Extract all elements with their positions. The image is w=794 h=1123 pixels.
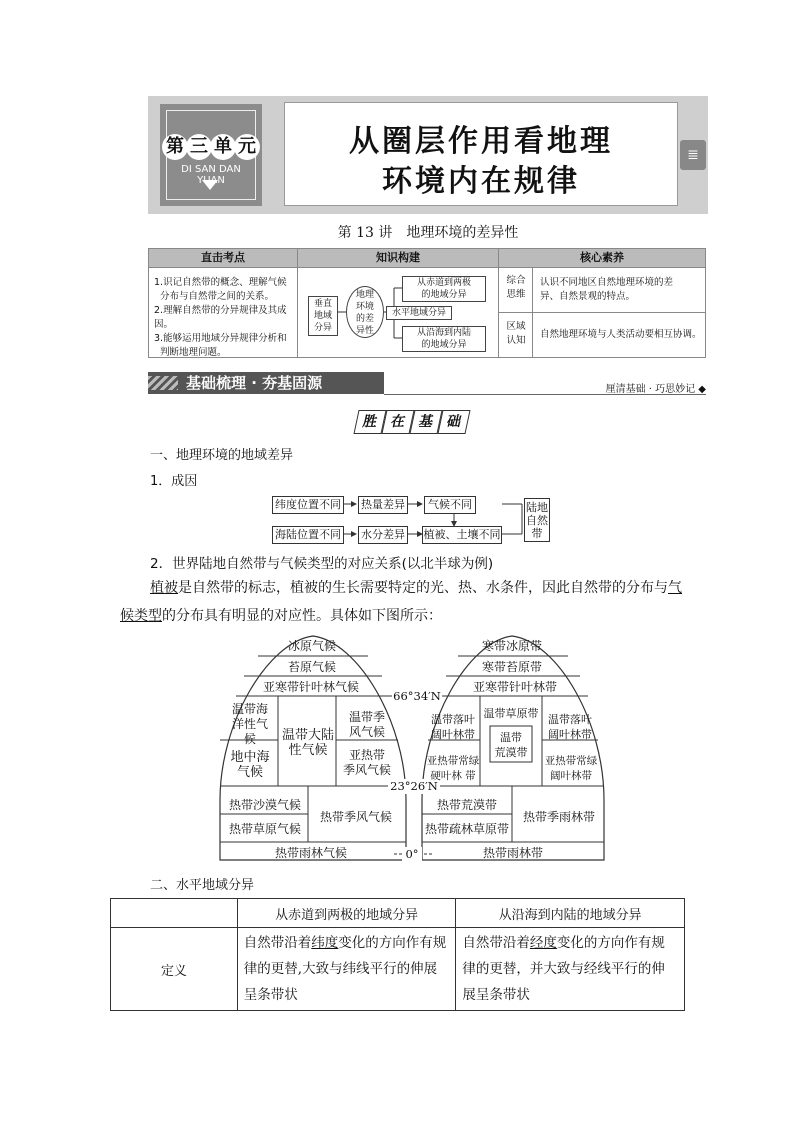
table-header-row bbox=[111, 899, 685, 928]
part1-heading: 一、地理环境的地域差异 bbox=[150, 448, 294, 463]
climate-rainforest: 热带雨林气候 bbox=[274, 846, 347, 860]
flow-water: 水分差异 bbox=[358, 526, 408, 544]
paragraph-text: 是自然带的标志，植被的生长需要特定的光、热、水条件，因此自然带的分布与 bbox=[178, 580, 668, 596]
latitude-equator: 0° bbox=[402, 847, 422, 862]
flow-sea-land: 海陆位置不同 bbox=[272, 526, 344, 544]
knowledge-center-label: 地理 环境 的差 异性 bbox=[355, 290, 374, 336]
exam-points bbox=[154, 276, 296, 360]
part1-sub1: 1．成因 bbox=[150, 474, 198, 489]
exam-point-line: 分布与自然带之间的关系。 bbox=[154, 291, 275, 302]
flow-vegetation: 植被、土壤不同 bbox=[422, 526, 502, 544]
cell-text: 变化的方向作有规律的更替，并大致与经线平行的伸展呈条带状 bbox=[462, 935, 665, 1003]
latitude-tropic: 23°26′N bbox=[388, 779, 440, 794]
flow-result-label: 陆地 自然 带 bbox=[526, 501, 548, 540]
zone-taiga: 亚寒带针叶林带 bbox=[472, 680, 557, 694]
flow-latitude: 纬度位置不同 bbox=[272, 496, 344, 514]
cell-text: 自然带沿着 bbox=[462, 935, 530, 951]
cell-text: 自然带沿着 bbox=[243, 935, 312, 951]
climate-subarctic: 亚寒带针叶林气候 bbox=[262, 680, 359, 694]
flow-heat: 热量差异 bbox=[358, 496, 408, 514]
table-row bbox=[111, 928, 685, 1011]
climate-mediterranean: 地中海 气候 bbox=[230, 750, 270, 780]
zone-subtropical-sclerophyll: 亚热带常绿 硬叶林 带 bbox=[426, 755, 480, 782]
climate-marine: 温带海 洋性气 候 bbox=[231, 702, 268, 746]
lecture-title: 第 13 讲 地理环境的差异性 bbox=[337, 225, 519, 241]
exam-point-line: 1.识记自然带的概念、理解气候 bbox=[154, 277, 287, 288]
table-row-label: 定义 bbox=[111, 928, 238, 1011]
win-char-2: 在 bbox=[381, 410, 414, 434]
latitude-arctic: 66°34′N bbox=[393, 689, 441, 703]
zone-temperate-deciduous-west: 温带落叶 阔叶林带 bbox=[431, 713, 475, 741]
unit-pinyin: DI SAN DAN YUAN bbox=[181, 164, 241, 186]
zone-tropical-monsoon-forest: 热带季雨林带 bbox=[522, 810, 595, 824]
table-header-lon: 从沿海到内陆的地域分异 bbox=[456, 899, 685, 928]
literacy-text-1: 认识不同地区自然地理环境的差 异、自然景观的特点。 bbox=[540, 277, 674, 302]
term-latitude: 纬度 bbox=[311, 935, 339, 951]
part1-sub2: 2．世界陆地自然带与气候类型的对应关系(以北半球为例) bbox=[150, 556, 494, 572]
flow-climate: 气候不同 bbox=[424, 496, 476, 514]
literacy-text-2: 自然地理环境与人类活动要相互协调。 bbox=[540, 329, 702, 340]
knowledge-branch-label: 水平地域分异 bbox=[391, 308, 446, 318]
climate-tundra: 苔原气候 bbox=[287, 660, 336, 674]
exam-point-line: 3.能够运用地域分异规律分析和 bbox=[154, 333, 287, 344]
unit-title-line-2: 环境内在规律 bbox=[382, 164, 580, 199]
book-icon[interactable]: ≣ bbox=[680, 140, 706, 170]
section-slogan-text: 厘清基础 · 巧思妙记 bbox=[605, 384, 696, 395]
term-climate-part2: 候类型 bbox=[120, 608, 162, 624]
zone-tropical-savanna: 热带疏林草原带 bbox=[424, 822, 509, 836]
unit-char-4: 元 bbox=[234, 134, 260, 160]
section-slogan: 厘清基础 · 巧思妙记 ◆ bbox=[605, 384, 706, 395]
table-cell-lat bbox=[237, 928, 456, 1011]
climate-savanna: 热带草原气候 bbox=[228, 822, 301, 836]
literacy-name-1: 综合 思维 bbox=[506, 275, 526, 300]
cell-text: 变化的方向作有规律的更替,大致与纬线平行的伸展呈条带状 bbox=[243, 935, 447, 1003]
zone-subtropical-evergreen: 亚热带常绿 阔叶林带 bbox=[544, 755, 598, 782]
term-longitude: 经度 bbox=[529, 935, 557, 951]
unit-title-line-1: 从圈层作用看地理 bbox=[349, 124, 613, 159]
table-cell-lon bbox=[456, 928, 685, 1011]
term-vegetation: 植被 bbox=[150, 580, 178, 596]
vertical-differentiation-box bbox=[308, 296, 338, 336]
climate-subtropical-monsoon: 亚热带 季风气候 bbox=[342, 748, 391, 777]
win-char-4: 础 bbox=[437, 410, 470, 434]
climate-ice: 冰原气候 bbox=[287, 639, 336, 653]
unit-char-2: 三 bbox=[186, 134, 212, 160]
knowledge-branch-label: 从赤道到两极 的地域分异 bbox=[416, 278, 471, 300]
knowledge-branch-2 bbox=[386, 306, 452, 320]
climate-tropical-monsoon: 热带季风气候 bbox=[319, 810, 392, 824]
zone-ice: 寒带冰原带 bbox=[481, 639, 542, 653]
knowledge-left-label: 垂直 地域 分异 bbox=[313, 299, 332, 333]
paragraph-text: 的分布具有明显的对应性。具体如下图所示： bbox=[162, 608, 442, 624]
unit-char-1: 第 bbox=[162, 134, 188, 160]
flow-result bbox=[524, 498, 550, 542]
climate-temperate-monsoon: 温带季 风气候 bbox=[348, 710, 385, 739]
climate-desert: 热带沙漠气候 bbox=[228, 798, 301, 812]
win-char-3: 基 bbox=[409, 410, 442, 434]
header-knowledge: 知识构建 bbox=[298, 249, 498, 267]
part2-heading: 二、水平地域分异 bbox=[150, 878, 255, 893]
header-literacy: 核心素养 bbox=[499, 249, 705, 267]
zone-temperate-desert: 温带 荒漠带 bbox=[494, 731, 528, 759]
header-exam-points: 直击考点 bbox=[149, 249, 297, 267]
section-title: 基础梳理 · 夯基固源 bbox=[186, 374, 323, 392]
zone-tropical-desert: 热带荒漠带 bbox=[436, 798, 497, 812]
knowledge-branch-3 bbox=[402, 326, 486, 352]
horizontal-differentiation-table bbox=[110, 898, 685, 1011]
literacy-name-2: 区域 认知 bbox=[506, 321, 526, 346]
zone-steppe: 温带草原带 bbox=[483, 707, 539, 720]
exam-point-line: 判断地理问题。 bbox=[154, 347, 227, 358]
zone-tropical-rainforest: 热带雨林带 bbox=[482, 846, 543, 860]
win-char-1: 胜 bbox=[353, 410, 386, 434]
term-climate-part1: 气 bbox=[668, 580, 682, 596]
down-arrow-icon bbox=[202, 180, 218, 190]
climate-continental: 温带大陆 性气候 bbox=[281, 728, 334, 758]
table-corner bbox=[111, 899, 238, 928]
table-header-lat: 从赤道到两极的地域分异 bbox=[237, 899, 456, 928]
unit-char-3: 单 bbox=[210, 134, 236, 160]
section-stripe bbox=[148, 376, 178, 390]
zone-temperate-deciduous-east: 温带落叶 阔叶林带 bbox=[548, 713, 592, 741]
core-concept-oval bbox=[346, 286, 384, 338]
exam-point-line: 2.理解自然带的分异规律及其成因。 bbox=[154, 305, 287, 330]
intro-paragraph bbox=[120, 574, 710, 630]
zone-tundra: 寒带苔原带 bbox=[481, 660, 542, 674]
knowledge-branch-1 bbox=[402, 276, 486, 302]
knowledge-branch-label: 从沿海到内陆 的地域分异 bbox=[416, 328, 471, 350]
